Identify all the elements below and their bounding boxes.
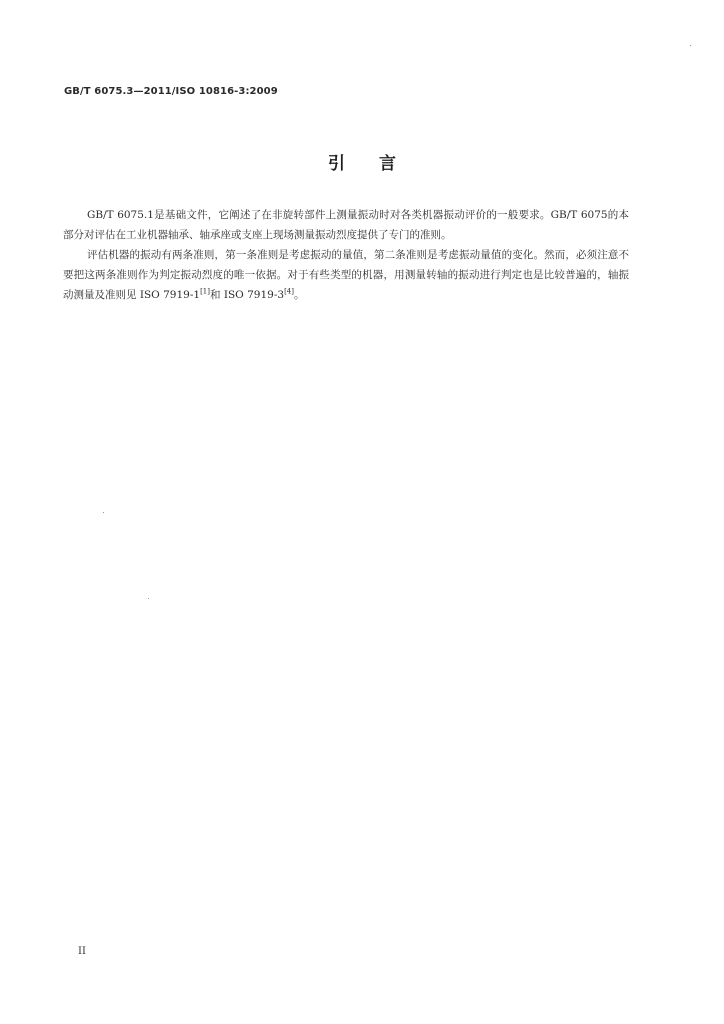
scan-speck	[148, 598, 149, 599]
scan-speck	[103, 512, 104, 513]
paragraph-2-text-middle: 和 ISO 7919-3	[210, 289, 285, 301]
standard-code-header: GB/T 6075.3—2011/ISO 10816-3:2009	[64, 86, 278, 97]
reference-4: [4]	[284, 287, 294, 296]
page-number: II	[78, 946, 86, 957]
introduction-body	[63, 205, 629, 305]
paragraph-2-text-start: 评估机器的振动有两条准则，第一条准则是考虑振动的量值，第二条准则是考虑振动量值的变化。然而，必须注意不要把这两条准则作为判定振动烈度的唯一依据。对于有些类型的机器，用测量转轴的振动进行判定也是比较普遍的，轴振动测量及准则见 ISO 7919-1	[63, 249, 629, 301]
scan-speck	[690, 45, 691, 46]
paragraph-2	[63, 245, 629, 305]
page-title: 引言	[328, 154, 430, 174]
paragraph-2-text-end: 。	[294, 289, 305, 301]
reference-1: [1]	[200, 287, 210, 296]
paragraph-1: GB/T 6075.1是基础文件，它阐述了在非旋转部件上测量振动时对各类机器振动评价的一般要求。GB/T 6075的本部分对评估在工业机器轴承、轴承座或支座上现场测量振动烈度提供了专门的准则。	[63, 209, 629, 241]
